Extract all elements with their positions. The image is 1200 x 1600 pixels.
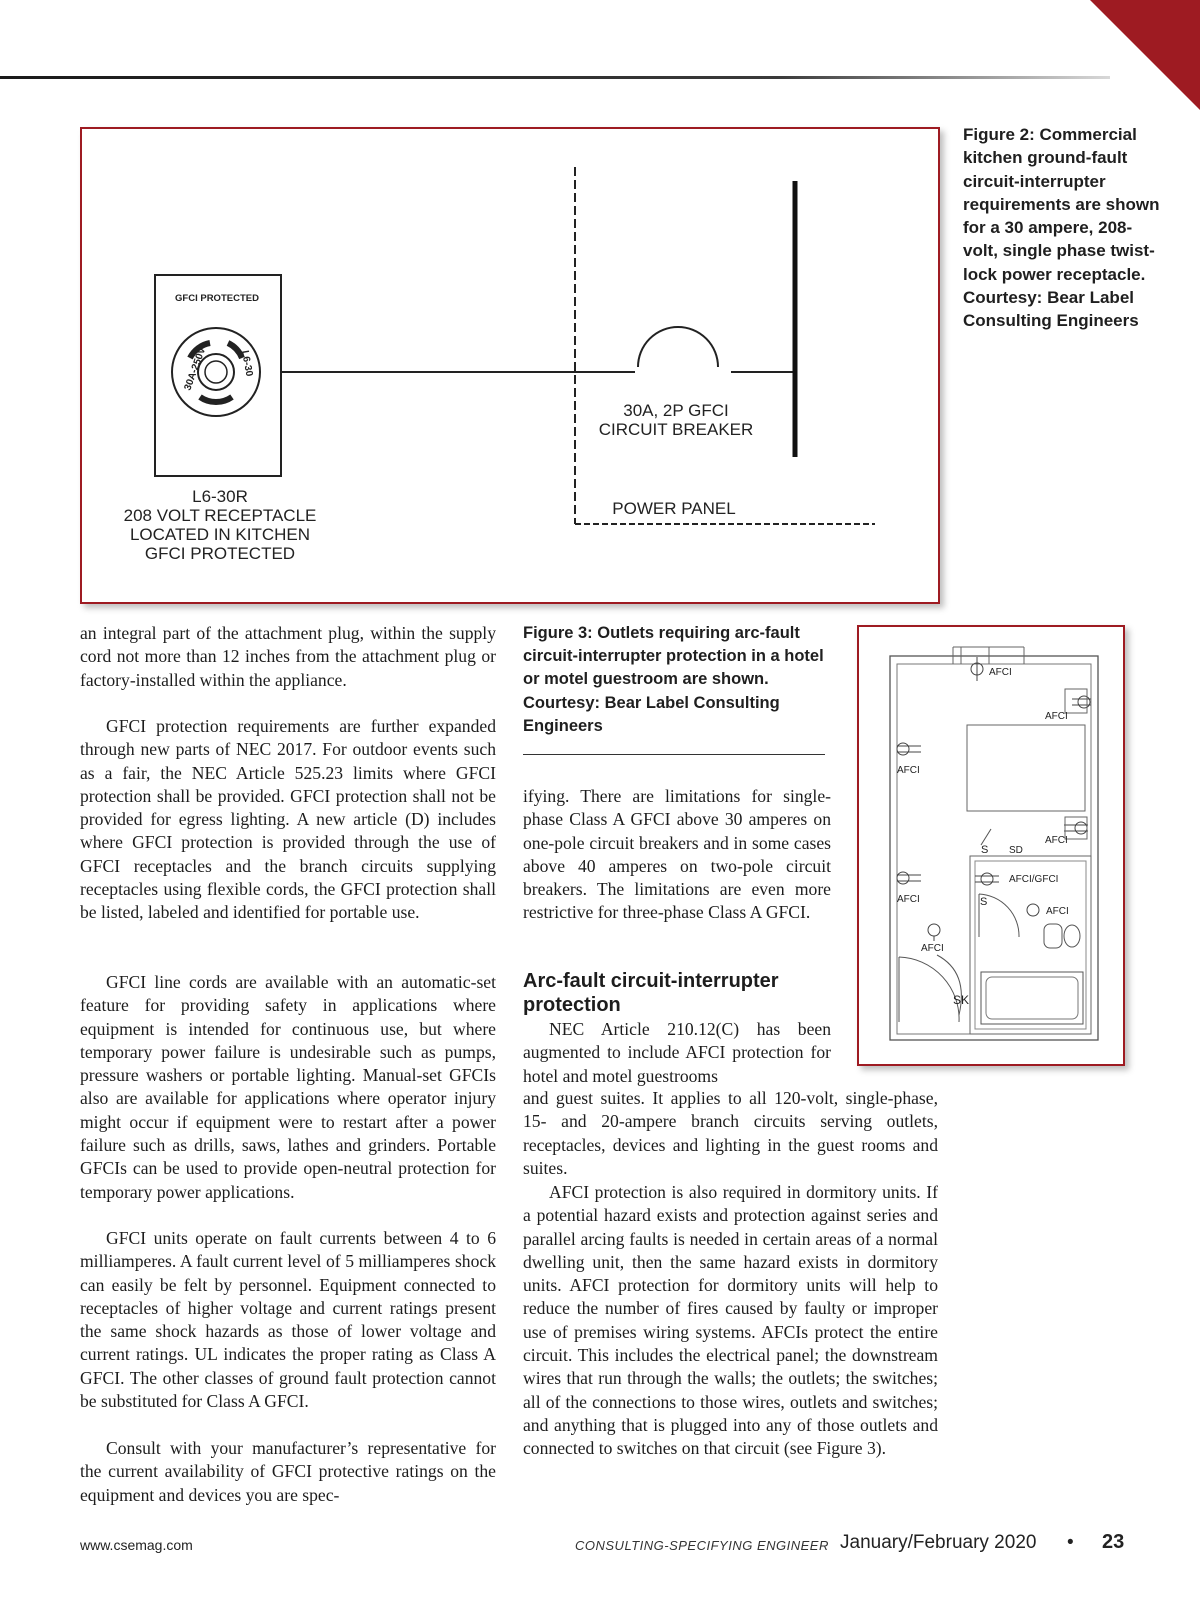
label-sd: SD — [1009, 845, 1023, 856]
label-afci-right-upper: AFCI — [1045, 711, 1068, 722]
figure-2-diagram — [80, 127, 940, 604]
panel-label: POWER PANEL — [612, 499, 736, 518]
receptacle-label-line-1: L6-30R — [192, 487, 248, 506]
afci-paragraph-1-top: NEC Article 210.12(C) has been augmented to include AFCI protection for hotel and motel guestrooms — [523, 1019, 831, 1086]
breaker-label-line-1: 30A, 2P GFCI — [623, 401, 729, 420]
header-rule — [0, 76, 1110, 79]
label-afci-bath: AFCI — [1046, 906, 1069, 917]
receptacle-label-line-4: GFCI PROTECTED — [144, 544, 296, 563]
mid-paragraph: ifying. There are limitations for single-phase Class A GFCI above 30 amperes on one-pole circuit breakers and in some cases above 40 amperes on two-pole circuit breakers. The limitations are even more restrictive for three-phase Class A GFCI. — [523, 786, 831, 923]
label-afci-top: AFCI — [989, 667, 1012, 678]
plate-label: GFCI PROTECTED — [175, 293, 259, 304]
label-sk: SK — [953, 993, 970, 1007]
figure-3-caption: Figure 3: Outlets requiring arc-fault circuit-interrupter protection in a hotel or motel guestroom are shown. Courtesy: Bear Label Consulting Engineers — [523, 624, 824, 735]
afci-paragraph-2: AFCI protection is also required in dormitory units. If a potential hazard exists and protection against series and parallel arcing faults is needed in certain areas of a normal dwelling unit, then the same hazard exists in dormitory units. AFCI protection for dormitory units will help to reduce the number of fires caused by faulty or improper use of premises wiring systems. AFCIs protect the entire circuit. This includes the electrical panel; the downstream wires that run through the walls; the outlets; the switches; all of the connections to those wires, outlets and switches; and anything that is plugged into any of those outlets and connected to switches on that circuit (see Figure 3). — [523, 1182, 938, 1459]
receptacle-rating: 30A-250V — [182, 345, 209, 393]
left-paragraph-5: Consult with your manufacturer’s representative for the current availability of GFCI protective ratings on the equipment and devices you are spec- — [80, 1438, 496, 1505]
figure-2-drawing — [82, 129, 938, 602]
figure-3-floor-plan — [857, 625, 1125, 1066]
footer-date: January/February 2020 — [840, 1532, 1037, 1553]
page-number: 23 — [1102, 1531, 1125, 1553]
receptacle-label-line-3: LOCATED IN KITCHEN — [129, 525, 311, 544]
left-paragraph-1: an integral part of the attachment plug, within the supply cord not more than 12 inches from the attachment plug or factory-installed within the appliance. — [80, 623, 496, 690]
label-switch-lower: S — [980, 896, 988, 908]
left-paragraph-4: GFCI units operate on fault currents between 4 to 6 milliamperes. A fault current level of 5 milliamperes shock can easily be felt by personnel. Equipment connected to receptacles of higher voltage and current ratings present the same shock hazards as those of lower voltage and current ratings. UL indicates the proper rating as Class A GFCI. The other classes of ground fault protection cannot be substituted for Class A GFCI. — [80, 1228, 496, 1412]
footer-website: www.csemag.com — [80, 1537, 193, 1553]
figure-2-caption: Figure 2: Commercial kitchen ground-fault circuit-interrupter requirements are shown for a 30 ampere, 208-volt, single phase twist-lock power receptacle. Courtesy: Bear Label Consulting Engineers — [963, 125, 1160, 331]
corner-accent — [1090, 0, 1200, 110]
section-heading: Arc-fault circuit-interrupter protection — [523, 970, 779, 1016]
breaker-label-line-2: CIRCUIT BREAKER — [598, 420, 754, 439]
footer-bullet: • — [1067, 1532, 1074, 1553]
afci-paragraph-1-bottom: and guest suites. It applies to all 120-volt, single-phase, 15- and 20-ampere branch circuits serving outlets, receptacles, devices and lighting in the guest rooms and suites. — [523, 1088, 938, 1178]
label-afci-gfci: AFCI/GFCI — [1009, 874, 1059, 885]
receptacle-type: L6-30 — [239, 349, 255, 378]
label-afci-left-upper: AFCI — [897, 765, 920, 776]
receptacle-label-line-2: 208 VOLT RECEPTACLE — [123, 506, 317, 525]
footer-magazine: CONSULTING-SPECIFYING ENGINEER — [575, 1538, 829, 1553]
caption-divider — [523, 754, 825, 755]
label-afci-ceiling: AFCI — [921, 943, 944, 954]
left-paragraph-2: GFCI protection requirements are further expanded through new parts of NEC 2017. For outdoor events such as a fair, the NEC Article 525.23 limits where GFCI protection shall be provided. GFCI protection shall not be provided for egress lighting. A new article (D) includes where GFCI protection is provided through the use of GFCI receptacles and the branch circuits supplying receptacles using flexible cords, the GFCI protection shall be listed, labeled and identified for portable use. — [80, 716, 496, 923]
label-switch: S — [981, 844, 989, 856]
figure-3-drawing — [859, 627, 1123, 1064]
label-afci-left-lower: AFCI — [897, 894, 920, 905]
left-paragraph-3: GFCI line cords are available with an automatic-set feature for providing safety in applications where equipment is intended for continuous use, but where temporary power failure is undesirable such as pumps, pressure washers or portable lighting. Manual-set GFCIs also are available for applications where operator injury might occur if equipment were to restart after a power failure such as drills, saws, lathes and grinders. Portable GFCIs can be used to provide open-neutral protection for temporary power applications. — [80, 972, 496, 1202]
label-afci-right-mid: AFCI — [1045, 835, 1068, 846]
